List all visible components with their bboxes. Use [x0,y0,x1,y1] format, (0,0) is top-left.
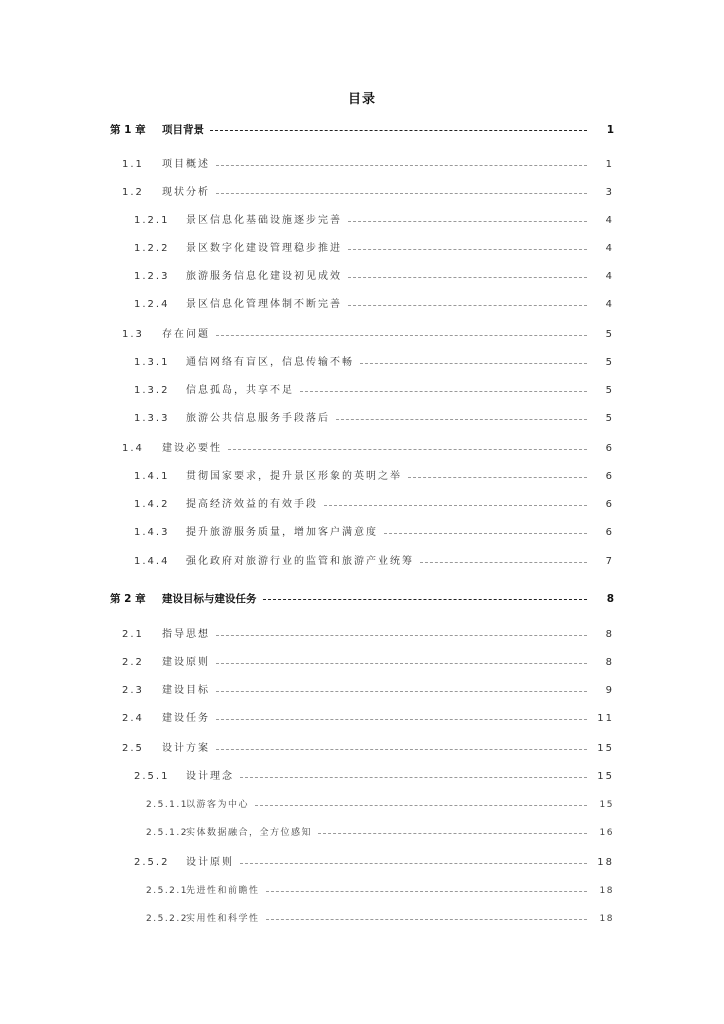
toc-dot-leader [336,419,587,420]
toc-entry-title: 实体数据融合，全方位感知 [186,828,313,838]
toc-entry-number: 1.4.3 [134,527,170,538]
toc-entry-title: 建设任务 [162,713,210,724]
toc-entry-number: 2.2 [122,657,144,668]
toc-page-number: 5 [605,357,614,368]
toc-page-number: 1 [606,124,614,136]
toc-entry-title: 景区数字化建设管理稳步推进 [186,243,342,254]
toc-entry-number: 1.3.2 [134,385,170,396]
toc-entry-number: 1.4 [122,443,144,454]
toc-page-number: 3 [605,187,614,198]
toc-page-number: 8 [605,629,614,640]
toc-dot-leader [216,193,587,194]
toc-dot-leader [348,277,587,278]
toc-entry-title: 强化政府对旅游行业的监管和旅游产业统筹 [186,556,414,567]
toc-page-number: 8 [606,593,614,605]
toc-entry[interactable] [0,683,724,699]
toc-entry-number: 2.5.1 [134,771,170,782]
toc-entry-number: 1.2.2 [134,243,170,254]
toc-entry-number: 1.2.4 [134,299,170,310]
toc-entry-number: 2.5.1.2 [146,828,188,838]
toc-page-number: 15 [597,743,614,754]
toc-entry-title: 以游客为中心 [186,800,250,810]
toc-page-number: 7 [605,556,614,567]
toc-dot-leader [420,562,587,563]
toc-dot-leader [228,449,587,450]
toc-entry-number: 2.1 [122,629,144,640]
toc-page-number: 4 [605,271,614,282]
toc-entry-title: 先进性和前瞻性 [186,886,260,896]
toc-entry[interactable] [0,741,724,757]
toc-entry-title: 现状分析 [162,187,210,198]
toc-entry-number: 第 2 章 [110,593,146,605]
toc-entry-number: 2.5.1.1 [146,800,188,810]
toc-entry[interactable] [0,525,724,541]
toc-page-number: 18 [599,886,614,896]
toc-chapter-entry[interactable] [0,591,724,607]
toc-dot-leader [324,505,587,506]
toc-page-number: 5 [605,329,614,340]
toc-dot-leader [266,919,587,920]
toc-entry-number: 1.3.3 [134,413,170,424]
toc-page-number: 1 [605,159,614,170]
toc-entry-title: 项目背景 [162,124,204,136]
toc-dot-leader [216,165,587,166]
toc-entry[interactable] [0,469,724,485]
toc-dot-leader [360,363,587,364]
toc-page-number: 6 [605,471,614,482]
toc-page-number: 6 [605,499,614,510]
toc-dot-leader [348,305,587,306]
toc-entry-number: 1.4.2 [134,499,170,510]
toc-entry[interactable] [0,855,724,871]
toc-entry[interactable] [0,711,724,727]
toc-entry-title: 指导思想 [162,629,210,640]
toc-page-number: 18 [599,914,614,924]
toc-entry-number: 1.3.1 [134,357,170,368]
toc-entry-number: 2.5 [122,743,144,754]
toc-page-number: 4 [605,299,614,310]
toc-dot-leader [216,691,587,692]
toc-entry-title: 信息孤岛，共享不足 [186,385,294,396]
toc-dot-leader [348,221,587,222]
toc-page-number: 4 [605,243,614,254]
toc-entry-title: 景区信息化管理体制不断完善 [186,299,342,310]
toc-entry-title: 设计方案 [162,743,210,754]
toc-dot-leader [210,130,587,131]
toc-page-number: 18 [597,857,614,868]
toc-entry[interactable] [0,797,724,813]
toc-entry[interactable] [0,883,724,899]
toc-page-number: 6 [605,443,614,454]
toc-entry-number: 2.5.2 [134,857,170,868]
toc-entry-number: 1.4.4 [134,556,170,567]
toc-dot-leader [266,891,587,892]
toc-entry-number: 1.2.3 [134,271,170,282]
toc-entry-number: 1.2.1 [134,215,170,226]
toc-entry-title: 提高经济效益的有效手段 [186,499,318,510]
toc-entry-number: 2.5.2.2 [146,914,188,924]
toc-page-number: 11 [597,713,614,724]
toc-dot-leader [216,663,587,664]
toc-dot-leader [216,635,587,636]
toc-entry-title: 贯彻国家要求，提升景区形象的英明之举 [186,471,402,482]
toc-page-number: 5 [605,413,614,424]
toc-entry[interactable] [0,327,724,343]
toc-entry-number: 1.1 [122,159,144,170]
toc-entry-title: 建设目标 [162,685,210,696]
toc-dot-leader [263,599,588,600]
toc-dot-leader [216,335,587,336]
toc-entry[interactable] [0,185,724,201]
toc-page-number: 15 [597,771,614,782]
toc-dot-leader [240,777,587,778]
toc-entry-title: 建设原则 [162,657,210,668]
toc-page-number: 4 [605,215,614,226]
toc-entry[interactable] [0,911,724,927]
toc-entry-title: 存在问题 [162,329,210,340]
toc-entry[interactable] [0,355,724,371]
toc-page-number: 16 [599,828,614,838]
toc-page-number: 15 [599,800,614,810]
toc-page-number: 9 [605,685,614,696]
toc-entry-title: 建设必要性 [162,443,222,454]
toc-entry-number: 2.5.2.1 [146,886,188,896]
toc-entry-number: 1.3 [122,329,144,340]
toc-title: 目录 [347,92,376,107]
toc-dot-leader [384,533,587,534]
toc-entry[interactable] [0,441,724,457]
toc-dot-leader [318,833,587,834]
toc-dot-leader [240,863,587,864]
toc-entry-title: 通信网络有盲区，信息传输不畅 [186,357,354,368]
toc-page-number: 5 [605,385,614,396]
toc-dot-leader [216,719,587,720]
toc-entry-number: 2.3 [122,685,144,696]
toc-entry[interactable] [0,497,724,513]
toc-entry[interactable] [0,655,724,671]
toc-entry-title: 提升旅游服务质量，增加客户满意度 [186,527,378,538]
toc-entry-title: 景区信息化基础设施逐步完善 [186,215,342,226]
toc-entry-number: 第 1 章 [110,124,146,136]
toc-dot-leader [348,249,587,250]
toc-entry[interactable] [0,627,724,643]
toc-entry[interactable] [0,383,724,399]
toc-dot-leader [408,477,587,478]
toc-entry-number: 1.4.1 [134,471,170,482]
toc-entry[interactable] [0,269,724,285]
toc-entry-title: 项目概述 [162,159,210,170]
toc-page-number: 8 [605,657,614,668]
toc-entry[interactable] [0,297,724,313]
toc-chapter-entry[interactable] [0,122,724,138]
toc-entry[interactable] [0,769,724,785]
toc-dot-leader [300,391,587,392]
toc-entry-number: 2.4 [122,713,144,724]
toc-entry-title: 建设目标与建设任务 [162,593,257,605]
toc-dot-leader [216,749,587,750]
toc-entry[interactable] [0,213,724,229]
toc-entry[interactable] [0,241,724,257]
toc-entry[interactable] [0,825,724,841]
toc-entry-title: 设计原则 [186,857,234,868]
toc-entry-title: 设计理念 [186,771,234,782]
toc-page-number: 6 [605,527,614,538]
toc-entry-number: 1.2 [122,187,144,198]
toc-entry[interactable] [0,411,724,427]
toc-entry-title: 旅游服务信息化建设初见成效 [186,271,342,282]
toc-entry-title: 实用性和科学性 [186,914,260,924]
toc-dot-leader [255,805,587,806]
toc-entry[interactable] [0,554,724,570]
toc-entry[interactable] [0,157,724,173]
toc-entry-title: 旅游公共信息服务手段落后 [186,413,330,424]
